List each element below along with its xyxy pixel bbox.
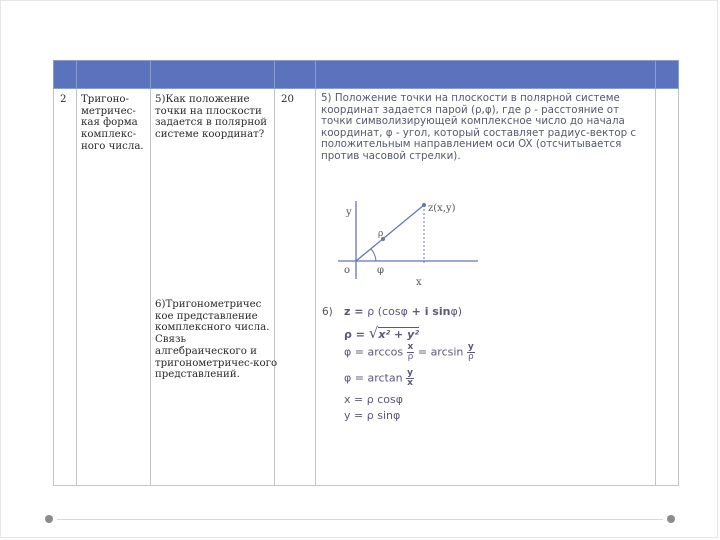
header-cell-2 bbox=[77, 61, 151, 89]
formula-line-5: x = ρ cosφ bbox=[344, 393, 403, 406]
formula-line-4: φ = arctan $\frac{y}{x}$ bbox=[344, 368, 413, 388]
answer-6-label: 6) bbox=[322, 306, 333, 318]
formula-line-3: φ = arccos $\frac{x}{\rho}$ = arcsin $\frac{y}{\rho}$ bbox=[344, 342, 474, 362]
header-cell-6 bbox=[656, 61, 679, 89]
answer-table bbox=[53, 60, 679, 486]
formula-line-1: z = ρ (cosφ + i sinφ) bbox=[344, 305, 463, 318]
answer-cell bbox=[316, 89, 656, 486]
footer-divider bbox=[57, 519, 663, 520]
rho-label: ρ bbox=[378, 229, 384, 239]
question-6: 6)Тригонометричес кое представление комплексного числа. Связь алгебраического и тригонометричес-кого представлений. bbox=[155, 299, 278, 381]
question-cell bbox=[151, 89, 278, 486]
topic-text: Тригоно-метричес-кая форма комплекс-ного числа. bbox=[81, 94, 144, 152]
points-value: 20 bbox=[281, 94, 294, 105]
header-cell-5 bbox=[316, 61, 656, 89]
topic-cell bbox=[77, 89, 151, 486]
header-cell-3 bbox=[151, 61, 275, 89]
x-axis-label: x bbox=[416, 277, 422, 288]
answer-5-text: 5) Положение точки на плоскости в полярной системе координат задается парой (ρ,φ), где ρ - расстояние от точки символизирующей комплексное число до начала координат, φ - угол, который составляет радиус-вектор с положительным направлением оси OX (отсчитывается против часовой стрелки). bbox=[321, 92, 637, 162]
question-5: 5)Как положение точки на плоскости задается в полярной системе координат? bbox=[155, 94, 268, 141]
phi-label: φ bbox=[377, 265, 385, 276]
formula-line-6: y = ρ sinφ bbox=[344, 409, 401, 422]
polar-coordinates-diagram bbox=[328, 199, 488, 289]
row-number: 2 bbox=[60, 94, 67, 105]
points-cell bbox=[275, 89, 316, 486]
radius-vector bbox=[356, 205, 424, 261]
point-label: z(x,y) bbox=[428, 203, 456, 214]
table-row bbox=[54, 89, 679, 486]
slide-bullet-left-icon bbox=[45, 515, 53, 523]
header-cell-1 bbox=[54, 61, 77, 89]
origin-label: o bbox=[344, 265, 351, 276]
slide-bullet-right-icon bbox=[667, 515, 675, 523]
formula-line-2: ρ = √x² + y² bbox=[344, 324, 420, 342]
angle-arc bbox=[371, 249, 376, 261]
header-cell-4 bbox=[275, 61, 316, 89]
formula-block bbox=[320, 299, 520, 429]
y-axis-label: y bbox=[346, 207, 352, 218]
row-number-cell bbox=[54, 89, 77, 486]
table-header-row bbox=[54, 61, 679, 89]
extra-cell bbox=[656, 89, 679, 486]
point-z bbox=[422, 203, 426, 207]
